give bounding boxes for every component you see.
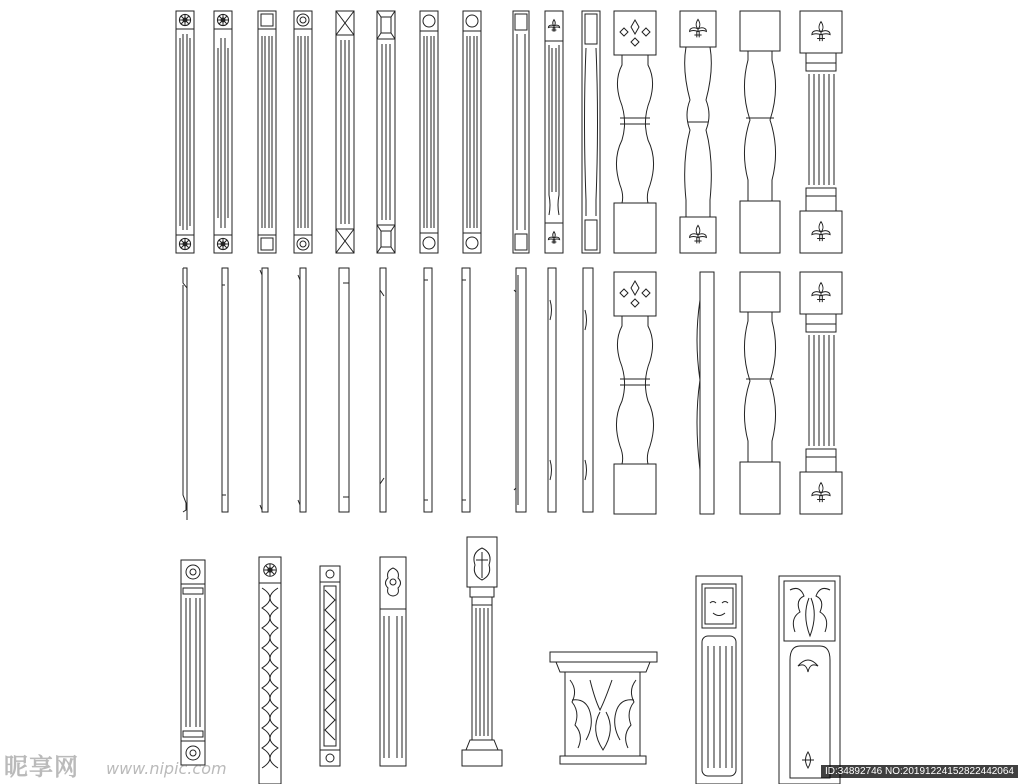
carved-capital-column: [462, 537, 502, 766]
diamond-baluster: [614, 11, 656, 253]
fluted-fleur-column: [800, 11, 842, 253]
acanthus-corbel: [550, 652, 657, 764]
plain-slim-post: [582, 11, 600, 253]
ring-end-fluted-pilaster: [294, 11, 312, 253]
acanthus-arched-panel: [779, 576, 840, 784]
floral-fluted-pilaster: [214, 11, 232, 253]
profile-3: [260, 268, 268, 512]
beaded-rope-pilaster: [320, 566, 340, 766]
narrow-profile-12: [697, 272, 714, 514]
profile-8: [462, 268, 470, 512]
rosette-fluted-pilaster: [176, 11, 194, 253]
flower-capital-pilaster: [380, 557, 406, 766]
watermark-id: ID:34892746 NO:20191224152822442064: [821, 765, 1018, 778]
square-end-fluted-pilaster: [258, 11, 276, 253]
watermark-logo: 昵享网: [4, 752, 79, 781]
profile-5: [339, 268, 349, 512]
round-boss-pilaster-b: [463, 11, 481, 253]
round-boss-pilaster-a: [420, 11, 438, 253]
narrow-turned-post: [513, 11, 529, 253]
profile-1: [183, 268, 187, 520]
profile-10: [548, 268, 556, 512]
fluted-fleur-column-side: [800, 272, 842, 514]
profile-6: [380, 268, 386, 512]
diamond-baluster-side: [614, 272, 656, 514]
profile-4: [298, 268, 306, 512]
plain-baluster-side: [740, 272, 780, 514]
fleur-turned-post: [545, 11, 563, 253]
bevel-panel-pilaster: [377, 11, 395, 253]
profile-11: [583, 268, 593, 512]
plain-baluster: [740, 11, 780, 253]
profile-2: [222, 268, 228, 512]
face-motif-panel-pilaster: [696, 576, 742, 784]
watermark-url: www.nipic.com: [106, 759, 227, 778]
profile-9: [514, 268, 526, 512]
twisted-rope-pilaster: [259, 557, 281, 784]
profile-7: [424, 268, 432, 512]
cross-panel-pilaster: [336, 11, 354, 253]
rosette-capital-pilaster: [181, 560, 205, 765]
fleur-baluster: [680, 11, 716, 253]
